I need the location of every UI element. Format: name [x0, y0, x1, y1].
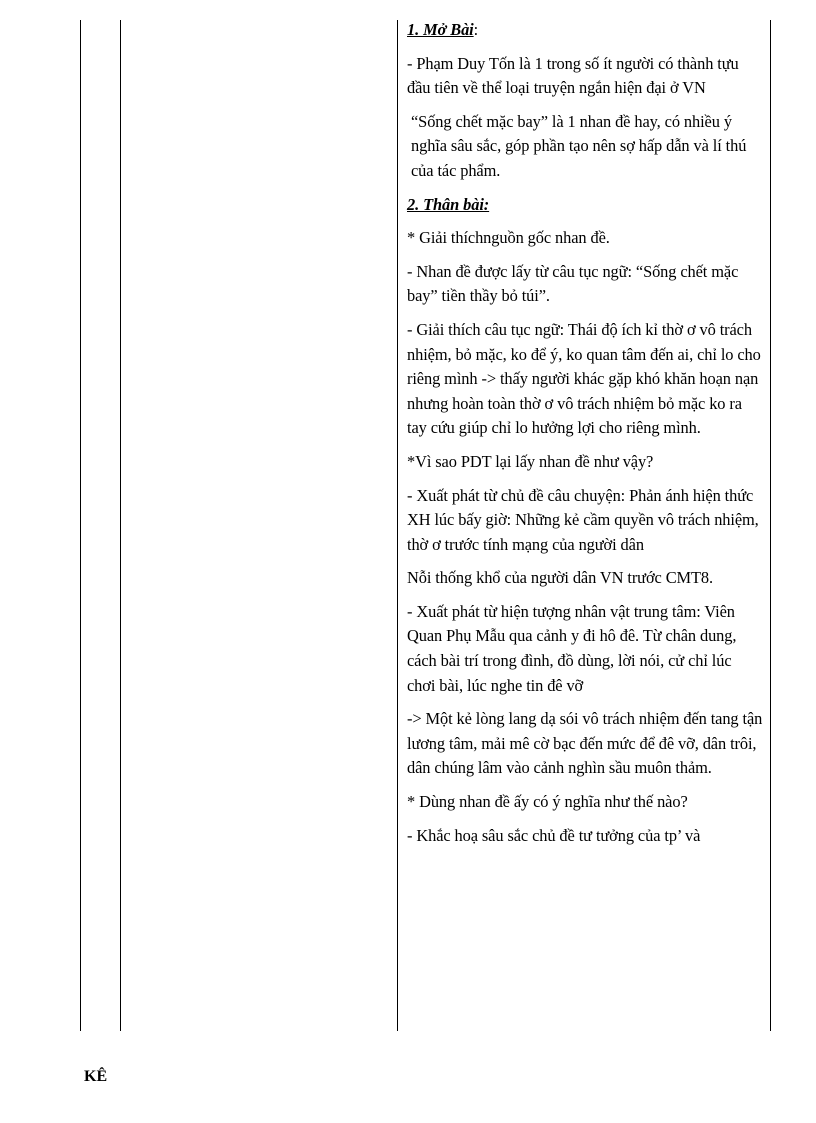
paragraph-body-9: * Dùng nhan đề ấy có ý nghĩa như thế nào?	[407, 792, 688, 812]
paragraph-body-4: *Vì sao PDT lại lấy nhan đề như vậy?	[407, 451, 654, 471]
section-heading-mo-bai: 1. Mở Bài:	[407, 20, 479, 39]
content-cell	[407, 18, 763, 857]
paragraph-body-2: - Nhan đề được lấy từ câu tục ngữ: “Sống chết mặc bay” tiền thầy bỏ túi”.	[407, 261, 739, 306]
paragraph-body-5: - Xuất phát từ chủ đề câu chuyện: Phản ánh hiện thức XH lúc bấy giờ: Những kẻ cầm quyền vô trách nhiệm, thờ ơ trước tính mạng của người dân	[407, 485, 759, 554]
paragraph-body-3: - Giải thích câu tục ngữ: Thái độ ích kỉ thờ ơ vô trách nhiệm, bỏ mặc, ko để ý, ko quan tâm đến ai, chỉ lo cho riêng mình -> thấy người khác gặp khó khăn hoạn nạn nhưng hoàn toàn thờ ơ vô trách nhiệm bỏ mặc ko ra tay cứu giúp chỉ lo hưởng lợi cho riêng mình.	[407, 319, 761, 438]
table-border-right	[770, 20, 771, 1031]
next-page-text-fragment: KÊ	[84, 1068, 108, 1085]
table-border-column-1	[120, 20, 121, 1031]
paragraph-body-7: - Xuất phát từ hiện tượng nhân vật trung tâm: Viên Quan Phụ Mẫu qua cảnh y đi hô đê. Từ chân dung, cách bài trí trong đình, đồ dùng, lời nói, cử chỉ lúc chơi bài, lúc nghe tin đê vỡ	[407, 601, 737, 695]
paragraph-body-10: - Khắc hoạ sâu sắc chủ đề tư tưởng của tp’ và	[407, 825, 701, 845]
table-border-left	[80, 20, 81, 1031]
section-heading-than-bai: 2. Thân bài:	[407, 194, 490, 214]
paragraph-intro-2: “Sống chết mặc bay” là 1 nhan đề hay, có nhiều ý nghĩa sâu sắc, góp phần tạo nên sợ hấp dẫn và lí thú của tác phẩm.	[411, 111, 747, 180]
table-border-column-2	[397, 20, 398, 1031]
paragraph-body-8: -> Một kẻ lòng lang dạ sói vô trách nhiệm đến tang tận lương tâm, mải mê cờ bạc đến mức để đê vỡ, dân trôi, dân chúng lâm vào cảnh nghìn sầu muôn thảm.	[407, 709, 763, 778]
paragraph-body-1: * Giải thíchnguồn gốc nhan đề.	[407, 228, 610, 248]
paragraph-body-6: Nỗi thống khổ của người dân VN trước CMT8.	[407, 568, 714, 588]
paragraph-intro-1: - Phạm Duy Tốn là 1 trong số ít người có thành tựu đầu tiên về thể loại truyện ngắn hiện đại ở VN	[407, 53, 739, 98]
